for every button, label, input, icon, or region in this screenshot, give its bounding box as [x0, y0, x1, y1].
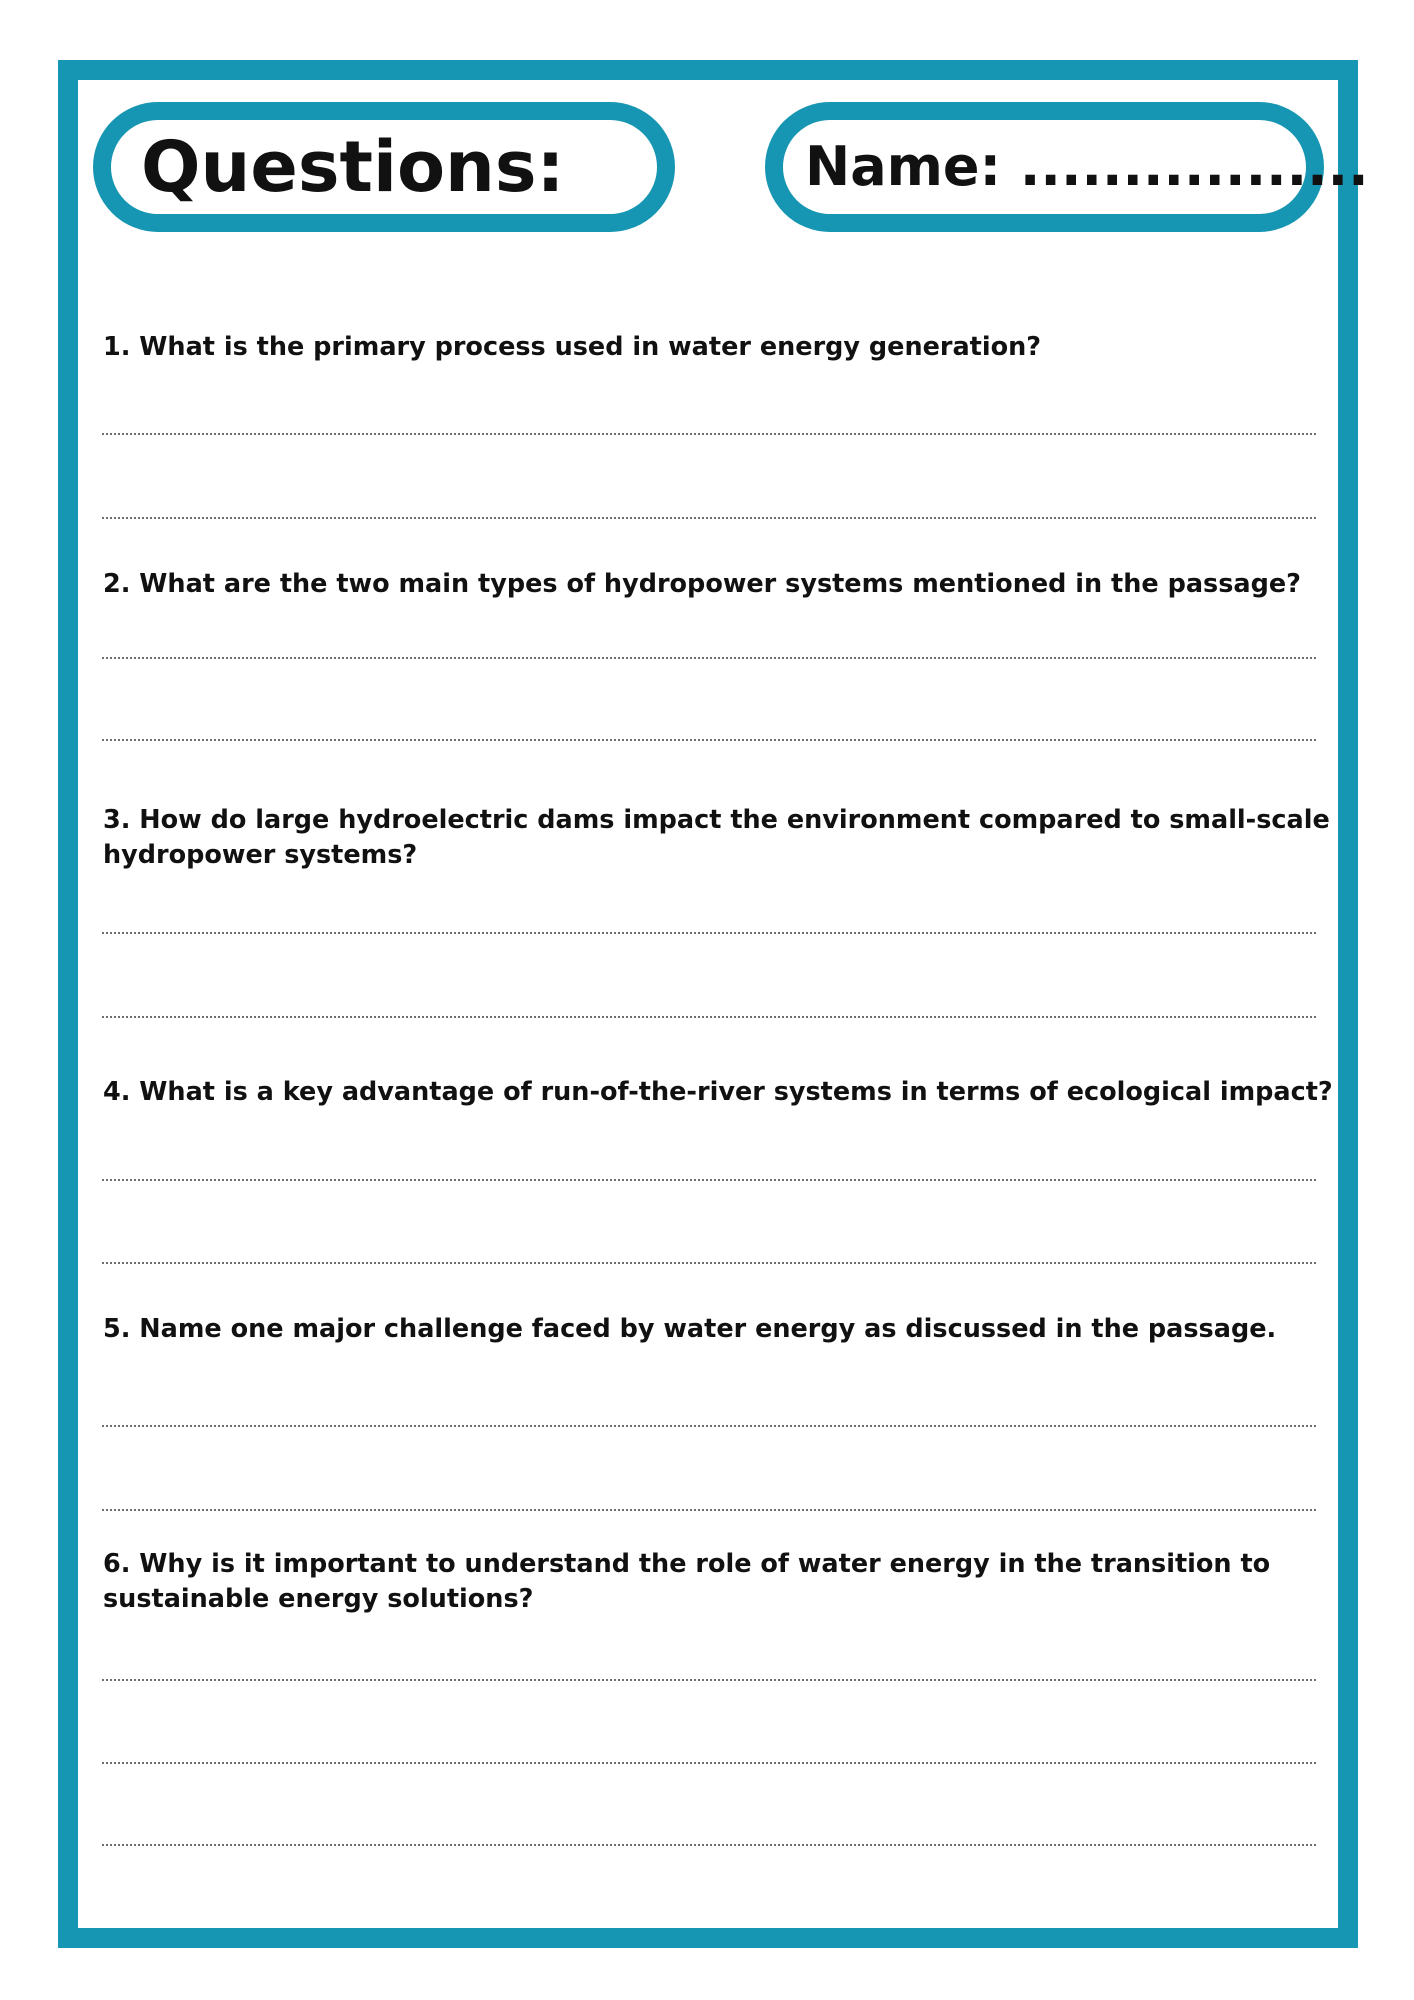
- question-4: 4. What is a key advantage of run-of-the-river systems in terms of ecological impact?: [103, 1077, 1333, 1107]
- answer-line[interactable]: [102, 1762, 1316, 1764]
- name-field-label[interactable]: Name: .................: [805, 135, 1369, 198]
- answer-line[interactable]: [102, 739, 1316, 741]
- answer-line[interactable]: [102, 1262, 1316, 1264]
- answer-line[interactable]: [102, 1179, 1316, 1181]
- answer-line[interactable]: [102, 1425, 1316, 1427]
- answer-line[interactable]: [102, 1509, 1316, 1511]
- answer-line[interactable]: [102, 517, 1316, 519]
- questions-heading-box: [93, 102, 675, 232]
- answer-line[interactable]: [102, 1679, 1316, 1681]
- answer-line[interactable]: [102, 433, 1316, 435]
- question-5: 5. Name one major challenge faced by water energy as discussed in the passage.: [103, 1314, 1277, 1344]
- question-6: 6. Why is it important to understand the role of water energy in the transition to sustainable energy solutions?: [103, 1549, 1271, 1614]
- answer-line[interactable]: [102, 1016, 1316, 1018]
- answer-line[interactable]: [102, 1844, 1316, 1846]
- page-title: Questions:: [141, 126, 565, 208]
- question-1: 1. What is the primary process used in water energy generation?: [103, 332, 1042, 362]
- answer-line[interactable]: [102, 657, 1316, 659]
- question-2: 2. What are the two main types of hydropower systems mentioned in the passage?: [103, 569, 1301, 599]
- answer-line[interactable]: [102, 932, 1316, 934]
- question-3: 3. How do large hydroelectric dams impact the environment compared to small-scale hydropower systems?: [103, 805, 1330, 870]
- name-field-box: [765, 102, 1369, 232]
